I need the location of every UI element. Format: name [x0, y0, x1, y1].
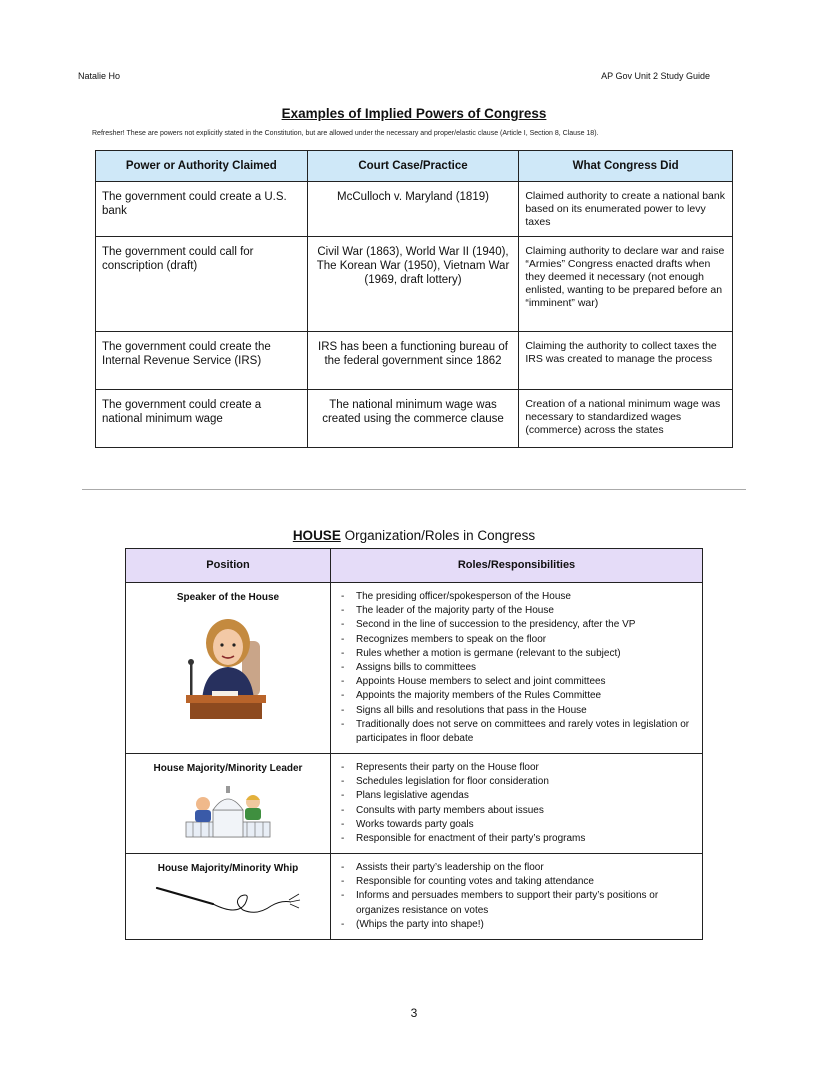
table-header-row [126, 549, 703, 583]
roles-list [339, 590, 694, 746]
list-item: - Plans legislative agendas [339, 789, 694, 803]
whip-icon [153, 882, 303, 918]
column-header: Roles/Responsibilities [331, 549, 703, 583]
list-item: - Schedules legislation for floor consideration [339, 775, 694, 789]
speaker-illustration-icon [182, 611, 274, 723]
table-row [96, 332, 733, 390]
list-item: - Signs all bills and resolutions that pass in the House [339, 704, 694, 718]
list-item: - Informs and persuades members to support their party’s positions or organizes resistance on votes [339, 889, 694, 917]
table-row [96, 390, 733, 448]
table-cell: IRS has been a functioning bureau of the federal government since 1862 [307, 332, 519, 390]
title-emphasis: HOUSE [292, 528, 341, 543]
roles-cell [331, 754, 703, 854]
list-item: - Works towards party goals [339, 818, 694, 832]
list-item: - Recognizes members to speak on the floor [339, 633, 694, 647]
title-rest: Organization/Roles in Congress [340, 528, 536, 543]
position-name: House Majority/Minority Whip [157, 863, 299, 874]
roles-cell [331, 854, 703, 940]
list-item: - Rules whether a motion is germane (relevant to the subject) [339, 647, 694, 661]
table-row [126, 583, 703, 754]
refresher-note: Refresher! These are powers not explicitly stated in the Constitution, but are allowed under the necessary and proper/elastic clause (Article I, Section 8, Clause 18). [92, 130, 599, 137]
table-cell: The government could call for conscription (draft) [96, 237, 308, 332]
table-cell: Claimed authority to create a national bank based on its enumerated power to levy taxes [519, 182, 733, 237]
page-number: 3 [410, 1006, 418, 1020]
position-name: Speaker of the House [176, 592, 280, 603]
roles-list [339, 761, 694, 846]
table-cell: Civil War (1863), World War II (1940), The Korean War (1950), Vietnam War (1969, draft lottery) [307, 237, 519, 332]
column-header: Power or Authority Claimed [96, 151, 308, 182]
table-cell: The government could create a national minimum wage [96, 390, 308, 448]
header-course: AP Gov Unit 2 Study Guide [601, 71, 710, 81]
house-roles-table [125, 548, 703, 940]
table-row [96, 237, 733, 332]
table-row [96, 182, 733, 237]
house-roles-title [0, 528, 828, 543]
list-item: - Appoints House members to select and joint committees [339, 675, 694, 689]
capitol-building-icon [183, 782, 273, 840]
list-item: - (Whips the party into shape!) [339, 918, 694, 932]
list-item: - Responsible for counting votes and taking attendance [339, 875, 694, 889]
list-item: - Second in the line of succession to the presidency, after the VP [339, 618, 694, 632]
list-item: - Responsible for enactment of their party’s programs [339, 832, 694, 846]
list-item: - Consults with party members about issues [339, 804, 694, 818]
list-item: - The leader of the majority party of the House [339, 604, 694, 618]
table-cell: McCulloch v. Maryland (1819) [307, 182, 519, 237]
table-header-row [96, 151, 733, 182]
position-cell [126, 854, 331, 940]
list-item: - Assists their party’s leadership on the floor [339, 861, 694, 875]
section-divider [82, 489, 746, 490]
table-cell: The government could create the Internal Revenue Service (IRS) [96, 332, 308, 390]
column-header: What Congress Did [519, 151, 733, 182]
list-item: - Assigns bills to committees [339, 661, 694, 675]
implied-powers-table [95, 150, 733, 448]
position-name: House Majority/Minority Leader [153, 763, 303, 774]
table-row [126, 854, 703, 940]
header-author: Natalie Ho [78, 71, 121, 81]
position-cell [126, 583, 331, 754]
list-item: - Traditionally does not serve on committees and rarely votes in legislation or participates in floor debate [339, 718, 694, 746]
list-item: - Appoints the majority members of the Rules Committee [339, 689, 694, 703]
table-cell: Claiming the authority to collect taxes the IRS was created to manage the process [519, 332, 733, 390]
table-cell: The national minimum wage was created using the commerce clause [307, 390, 519, 448]
column-header: Position [126, 549, 331, 583]
list-item: - Represents their party on the House floor [339, 761, 694, 775]
table-cell: Claiming authority to declare war and raise “Armies” Congress enacted drafts when they deemed it necessary (not enough enlisted, wanting to be prepared before an “imminent” war) [519, 237, 733, 332]
column-header: Court Case/Practice [307, 151, 519, 182]
position-cell [126, 754, 331, 854]
table-cell: The government could create a U.S. bank [96, 182, 308, 237]
roles-list [339, 861, 694, 932]
implied-powers-title: Examples of Implied Powers of Congress [281, 106, 547, 121]
list-item: - The presiding officer/spokesperson of the House [339, 590, 694, 604]
table-cell: Creation of a national minimum wage was necessary to standardized wages (commerce) across the states [519, 390, 733, 448]
table-row [126, 754, 703, 854]
roles-cell [331, 583, 703, 754]
